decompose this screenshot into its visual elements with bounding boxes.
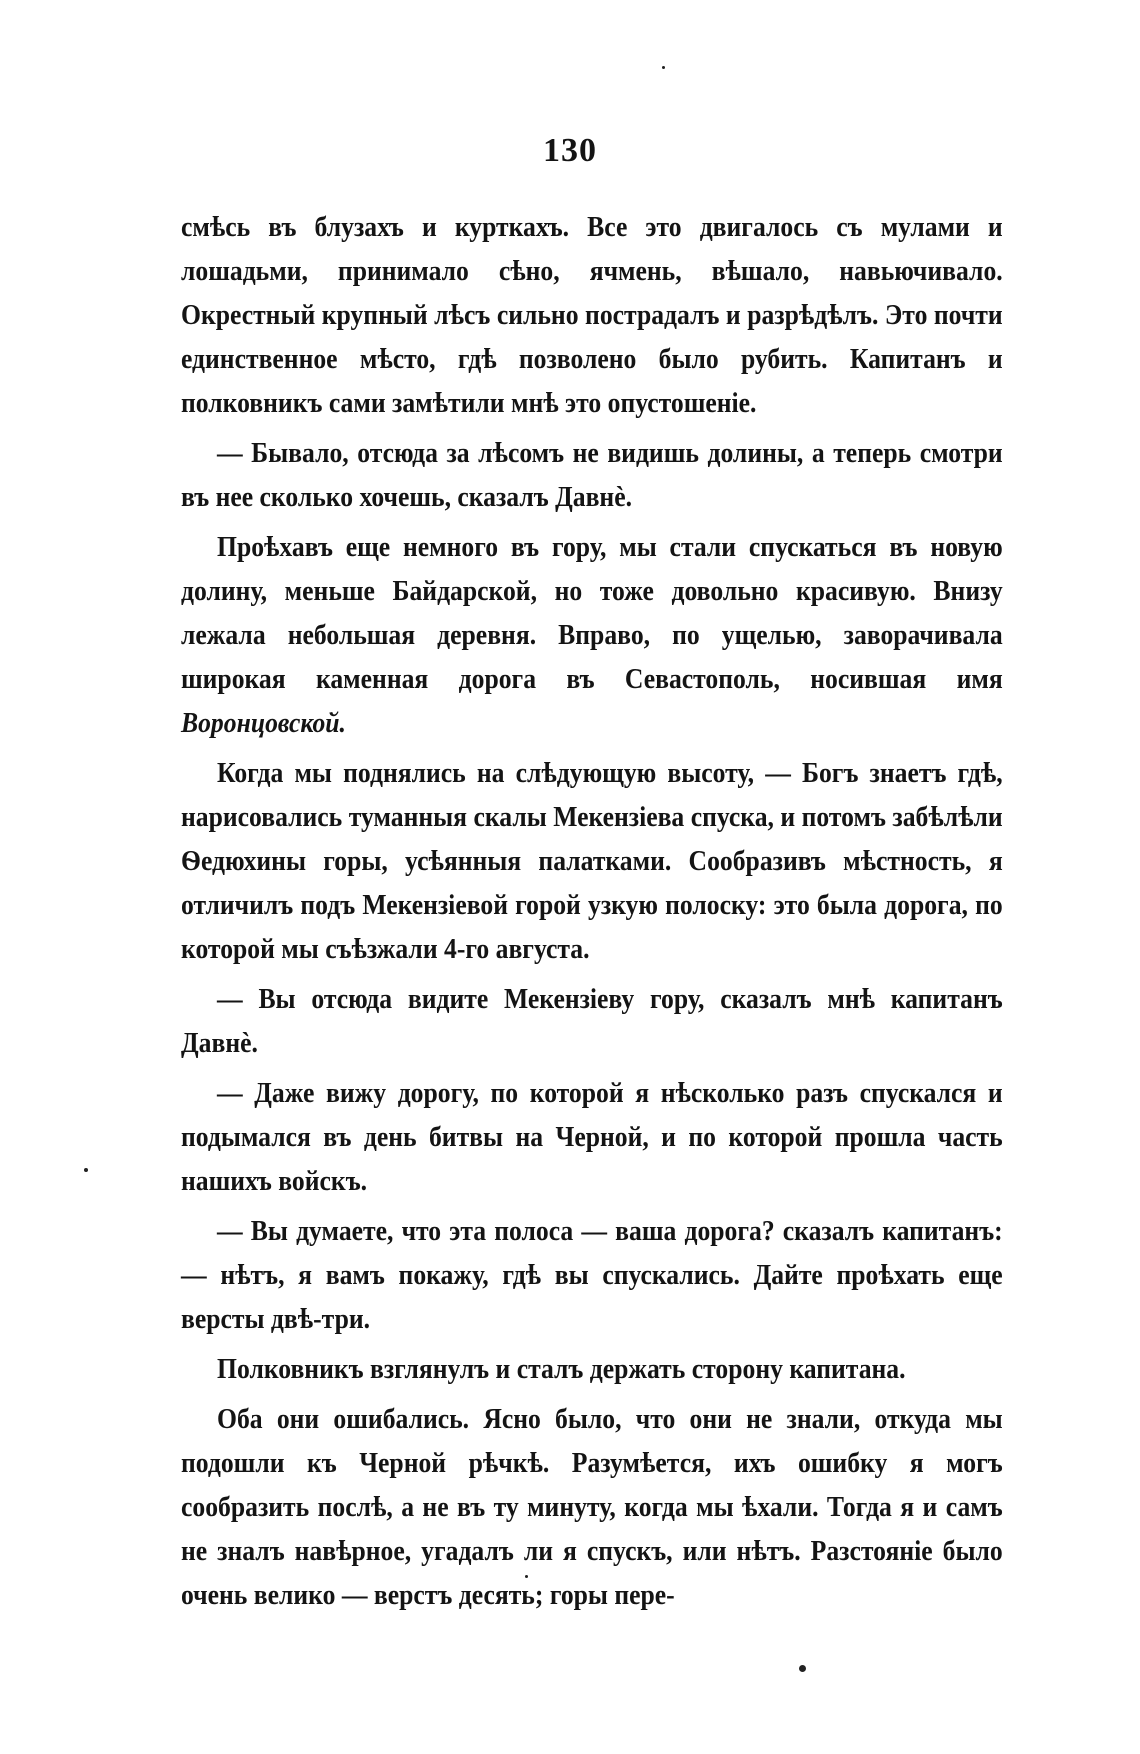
paragraph-6: — Даже вижу дорогу, по которой я нѣсколько разъ спускался и подымался въ день битвы на Черной, и по которой прошла часть нашихъ войскъ.: [181, 1078, 1003, 1197]
paragraph-3-text: Проѣхавъ еще немного въ гору, мы стали спускаться въ новую долину, меньше Байдарской, но тоже довольно красивую. Внизу лежала небольшая деревня. Вправо, по ущелью, заворачивала широкая каменная дорога въ Севастополь, носившая имя: [181, 532, 1003, 695]
page-number: 130: [543, 132, 597, 169]
paragraph-2: — Бывало, отсюда за лѣсомъ не видишь долины, а теперь смотри въ нее сколько хочешь, сказалъ Давнѐ.: [181, 438, 1003, 513]
body-text: [181, 206, 1003, 1624]
paragraph-4: Когда мы поднялись на слѣдующую высоту, — Богъ знаетъ гдѣ, нарисовались туманныя скалы Мекензіева спуска, и потомъ забѣлѣли Ѳедюхины горы, усѣянныя палатками. Сообразивъ мѣстность, я отличилъ подъ Мекензіевой горой узкую полоску: это была дорога, по которой мы съѣзжали 4-го августа.: [181, 758, 1003, 965]
paragraph-8: Полковникъ взглянулъ и сталъ держать сторону капитана.: [217, 1354, 906, 1385]
paragraph-9: Оба они ошибались. Ясно было, что они не знали, откуда мы подошли къ Черной рѣчкѣ. Разумѣется, ихъ ошибку я могъ сообразить послѣ, а не въ ту минуту, когда мы ѣхали. Тогда я и самъ не зналъ навѣрное, угадалъ ли я спускъ, или нѣтъ. Разстояніе было очень велико — верстъ десять; горы пере-: [181, 1404, 1003, 1611]
paragraph-7: — Вы думаете, что эта полоса — ваша дорога? сказалъ капитанъ: — нѣтъ, я вамъ покажу, гдѣ вы спускались. Дайте проѣхать еще версты двѣ-три.: [181, 1216, 1003, 1335]
scan-speck: [525, 1575, 528, 1578]
scan-speck: [84, 1168, 88, 1172]
scan-speck: [662, 66, 665, 69]
scan-speck: [799, 1665, 806, 1672]
paragraph-5: — Вы отсюда видите Мекензіеву гору, сказалъ мнѣ капитанъ Давнѐ.: [181, 984, 1003, 1059]
paragraph-3: [181, 526, 1003, 746]
italic-place-name: Воронцовской.: [181, 708, 346, 739]
paragraph-1: смѣсь въ блузахъ и курткахъ. Все это двигалось съ мулами и лошадьми, принимало сѣно, ячмень, вѣшало, навьючивало. Окрестный крупный лѣсъ сильно пострадалъ и разрѣдѣлъ. Это почти единственное мѣсто, гдѣ позволено было рубить. Капитанъ и полковникъ сами замѣтили мнѣ это опустошеніе.: [181, 212, 1003, 419]
